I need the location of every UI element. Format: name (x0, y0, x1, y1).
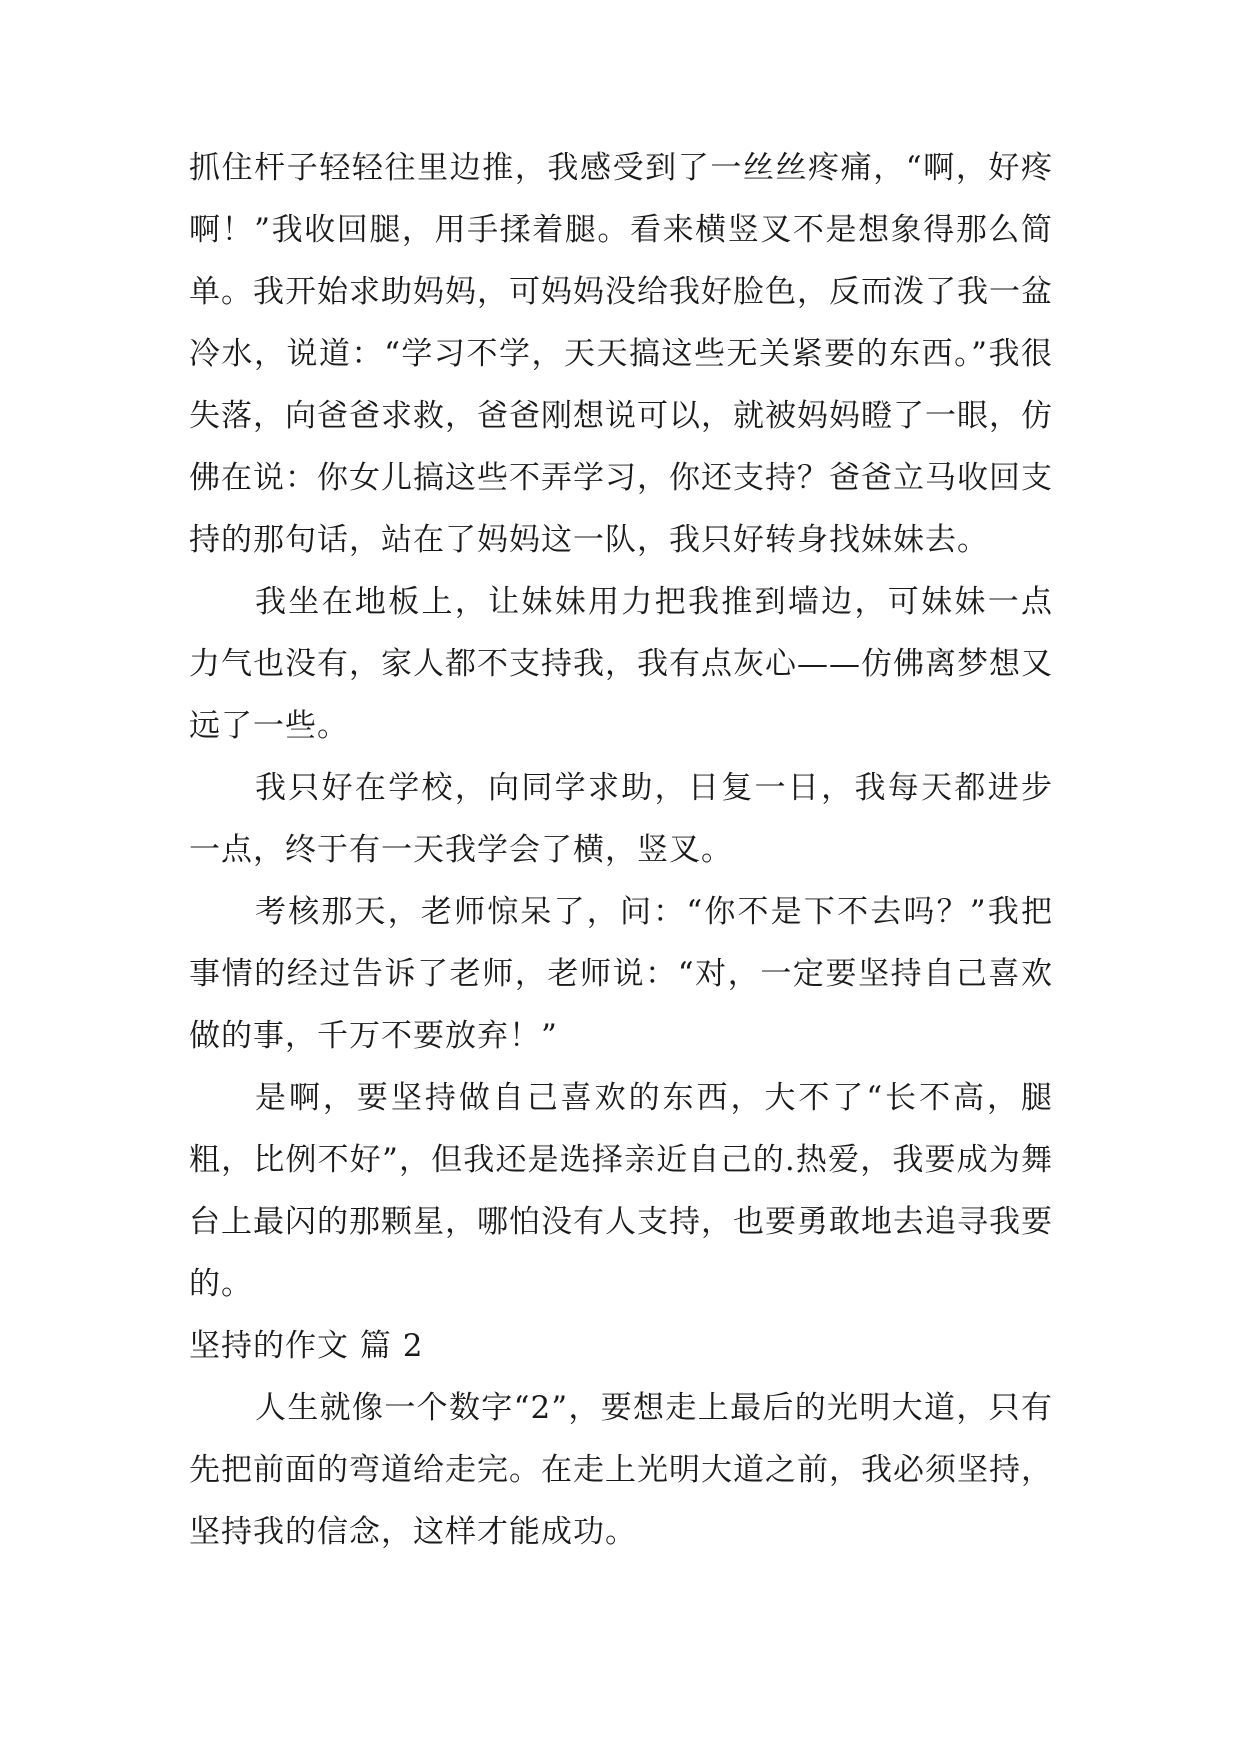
essay-paragraph: 是啊，要坚持做自己喜欢的东西，大不了“长不高，腿粗，比例不好”，但我还是选择亲近自己的.热爱，我要成为舞台上最闪的那颗星，哪怕没有人支持，也要勇敢地去追寻我要的。 (189, 1080, 1053, 1302)
essay-paragraph: 抓住杆子轻轻往里边推，我感受到了一丝丝疼痛，“啊，好疼啊！”我收回腿，用手揉着腿。看来横竖叉不是想象得那么简单。我开始求助妈妈，可妈妈没给我好脸色，反而泼了我一盆冷水，说道：“学习不学，天天搞这些无关紧要的东西。”我很失落，向爸爸求救，爸爸刚想说可以，就被妈妈瞪了一眼，仿佛在说：你女儿搞这些不弄学习，你还支持？爸爸立马收回支持的那句话，站在了妈妈这一队，我只好转身找妹妹去。 (189, 150, 1053, 558)
essay-paragraph: 人生就像一个数字“2”，要想走上最后的光明大道，只有先把前面的弯道给走完。在走上光明大道之前，我必须坚持，坚持我的信念，这样才能成功。 (189, 1390, 1053, 1550)
essay-body (189, 137, 1053, 1563)
essay-paragraph: 我坐在地板上，让妹妹用力把我推到墙边，可妹妹一点力气也没有，家人都不支持我，我有点灰心——仿佛离梦想又远了一些。 (189, 584, 1053, 744)
essay-paragraph: 我只好在学校，向同学求助，日复一日，我每天都进步一点，终于有一天我学会了横，竖叉。 (189, 770, 1053, 868)
section-heading: 坚持的作文 篇 2 (189, 1328, 424, 1364)
essay-paragraph: 考核那天，老师惊呆了，问：“你不是下不去吗？”我把事情的经过告诉了老师，老师说：“对，一定要坚持自己喜欢做的事，千万不要放弃！” (189, 894, 1053, 1054)
